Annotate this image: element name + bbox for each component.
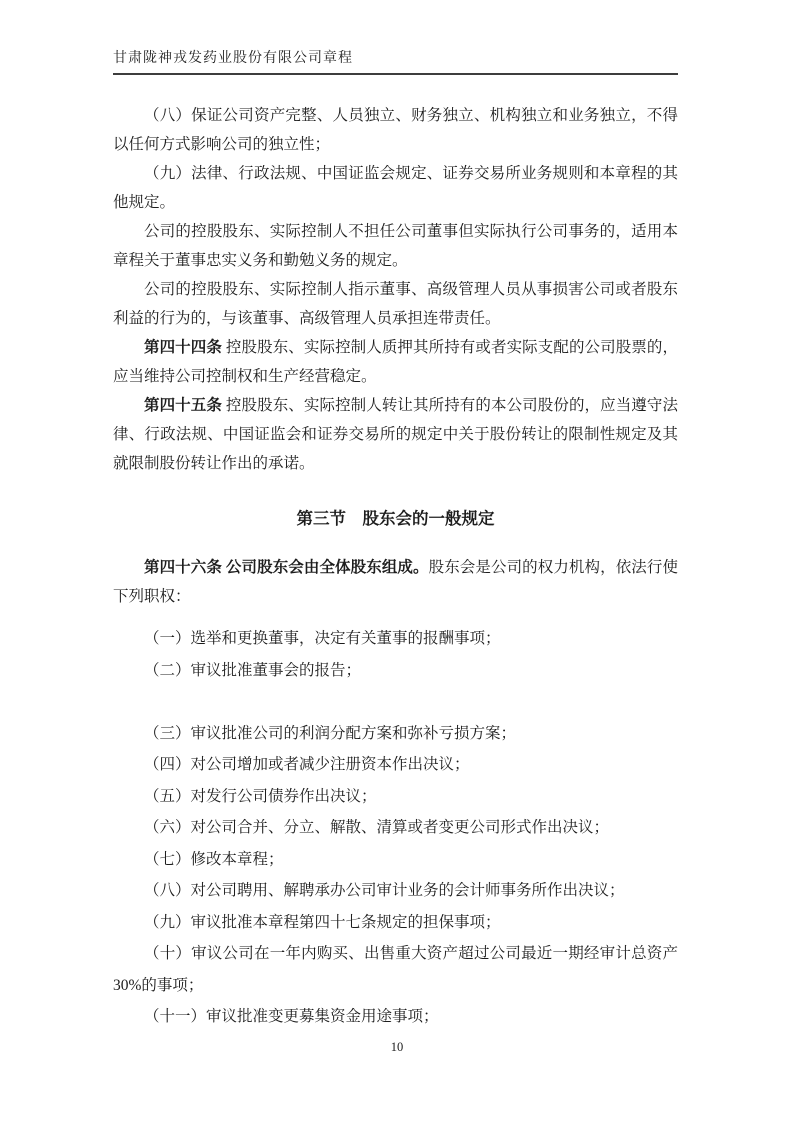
list-item-5: （五）对发行公司债券作出决议； — [144, 787, 377, 805]
paragraph-item-9: （九）法律、行政法规、中国证监会规定、证券交易所业务规则和本章程的其他规定。 — [113, 165, 678, 211]
list-item-7: （七）修改本章程； — [144, 850, 284, 868]
article-45-number: 第四十五条 — [144, 397, 222, 414]
page-content — [113, 50, 678, 1033]
article-46-paragraph — [113, 553, 678, 611]
list-item-9: （九）审议批准本章程第四十七条规定的担保事项； — [144, 913, 501, 931]
article-46-text: 股东会是公司的权力机构，依法行使下列职权： — [113, 559, 678, 605]
list-item-11: （十一）审议批准变更募集资金用途事项； — [144, 1008, 439, 1025]
article-46-number: 第四十六条 公司股东会由全体股东组成。 — [144, 559, 429, 576]
document-body — [113, 101, 678, 1033]
list-item-6: （六）对公司合并、分立、解散、清算或者变更公司形式作出决议； — [144, 819, 610, 836]
page-header — [113, 50, 678, 75]
page-footer — [0, 1038, 794, 1056]
article-44-text: 控股股东、实际控制人质押其所持有或者实际支配的公司股票的，应当维持公司控制权和生产经营稳定。 — [113, 339, 678, 385]
list-item-10: （十）审议公司在一年内购买、出售重大资产超过公司最近一期经审计总资产 30%的事项； — [113, 945, 678, 994]
article-45-text: 控股股东、实际控制人转让其所持有的本公司股份的，应当遵守法律、行政法规、中国证监会和证券交易所的规定中关于股份转让的限制性规定及其就限制股份转让作出的承诺。 — [113, 397, 678, 472]
article-45-paragraph — [113, 391, 678, 478]
list-item-2: （二）审议批准董事会的报告； — [144, 661, 362, 679]
paragraph-controller-duty: 公司的控股股东、实际控制人不担任公司董事但实际执行公司事务的，适用本章程关于董事忠实义务和勤勉义务的规定。 — [113, 223, 678, 269]
article-44-paragraph — [113, 333, 678, 391]
paragraph-controller-liability: 公司的控股股东、实际控制人指示董事、高级管理人员从事损害公司或者股东利益的行为的，与该董事、高级管理人员承担连带责任。 — [113, 281, 678, 327]
paragraph-item-8: （八）保证公司资产完整、人员独立、财务独立、机构独立和业务独立，不得以任何方式影响公司的独立性； — [113, 107, 678, 153]
list-item-1: （一）选举和更换董事，决定有关董事的报酬事项； — [144, 630, 501, 647]
powers-list — [113, 623, 678, 1033]
list-item-8: （八）对公司聘用、解聘承办公司审计业务的会计师事务所作出决议； — [144, 882, 625, 899]
page-number: 10 — [390, 1040, 404, 1054]
article-44-number: 第四十四条 — [144, 339, 222, 356]
blank-line — [113, 686, 678, 718]
list-item-3: （三）审议批准公司的利润分配方案和弥补亏损方案； — [144, 724, 517, 742]
header-title: 甘肃陇神戎发药业股份有限公司章程 — [113, 51, 353, 66]
section-heading: 第三节 股东会的一般规定 — [296, 509, 495, 528]
list-item-4: （四）对公司增加或者减少注册资本作出决议； — [144, 756, 470, 773]
